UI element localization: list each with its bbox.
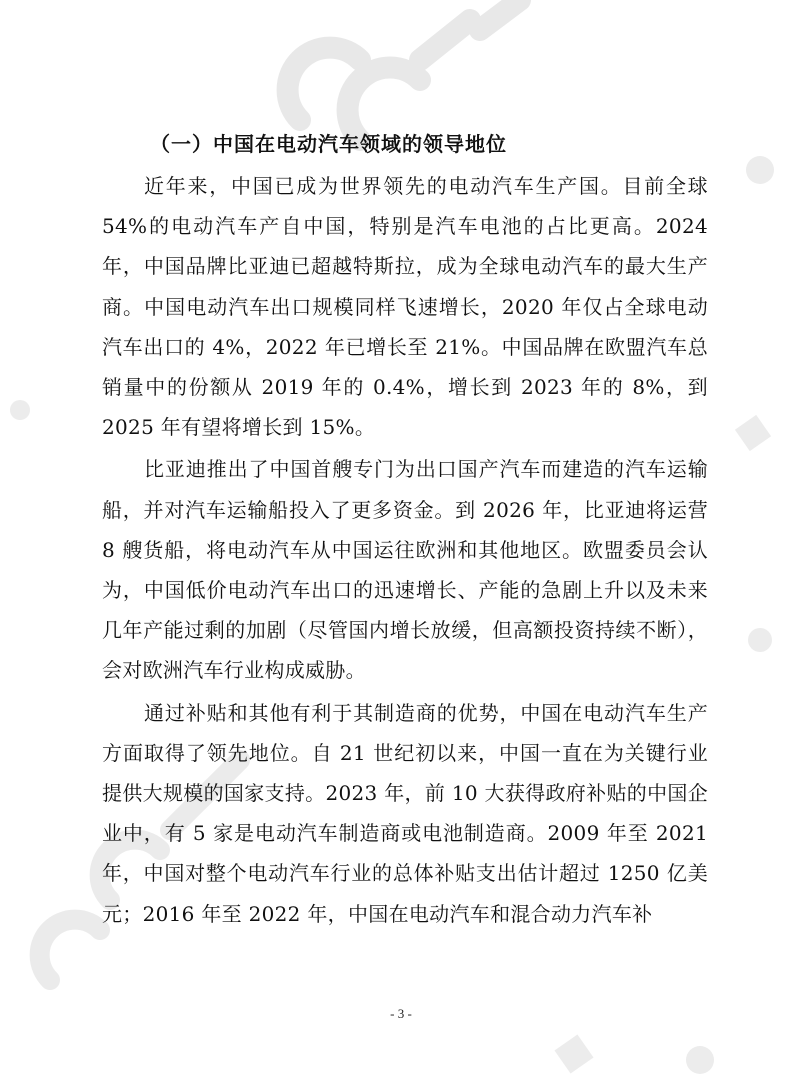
paragraph: 近年来，中国已成为世界领先的电动汽车生产国。目前全球54%的电动汽车产自中国，特别是汽车电池的占比更高。2024 年，中国品牌比亚迪已超越特斯拉，成为全球电动汽车的最大生产商。中国电动汽车出口规模同样飞速增长，2020 年仅占全球电动汽车出口的 4%，2022 年已增长至 21%。中国品牌在欧盟汽车总销量中的份额从 2019 年的 0.4%，增长到 2023 年的 8%，到 2025 年有望将增长到 15%。 xyxy=(102,174,708,440)
paragraph: 通过补贴和其他有利于其制造商的优势，中国在电动汽车生产方面取得了领先地位。自 21 世纪初以来，中国一直在为关键行业提供大规模的国家支持。2023 年，前 10 大获得政府补贴的中国企业中，有 5 家是电动汽车制造商或电池制造商。2009 年至 2021 年，中国对整个电动汽车行业的总体补贴支出估计超过 1250 亿美元；2016 年至 2022 年，中国在电动汽车和混合动力汽车补 xyxy=(102,700,708,926)
paragraph: 比亚迪推出了中国首艘专门为出口国产汽车而建造的汽车运输船，并对汽车运输船投入了更多资金。到 2026 年，比亚迪将运营 8 艘货船，将电动汽车从中国运往欧洲和其他地区。欧盟委员会认为，中国低价电动汽车出口的迅速增长、产能的急剧上升以及未来几年产能过剩的加剧（尽管国内增长放缓，但高额投资持续不断），会对欧洲汽车行业构成威胁。 xyxy=(102,457,708,683)
page-number: - 3 - xyxy=(390,1006,412,1021)
section-heading: （一）中国在电动汽车领域的领导地位 xyxy=(150,132,507,156)
body-text xyxy=(102,166,708,936)
